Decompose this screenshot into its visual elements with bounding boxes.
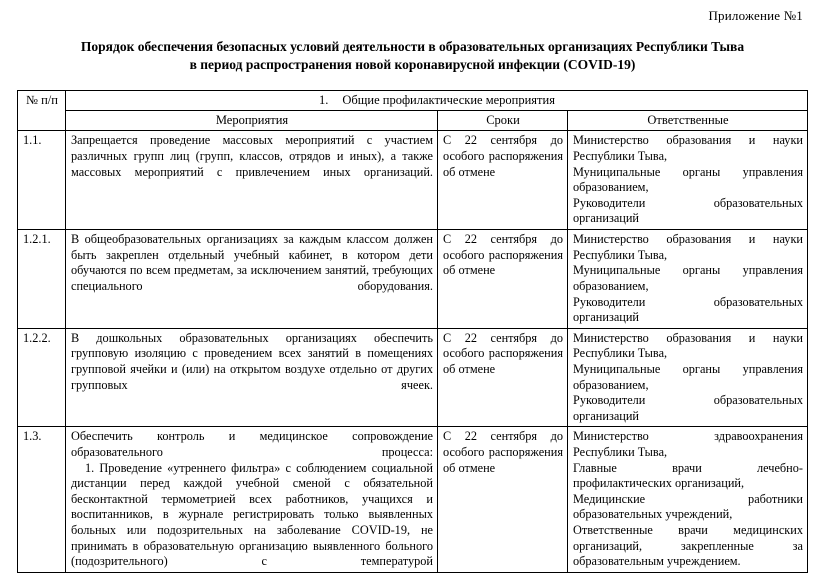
row-terms-line: особого распоряжения <box>443 149 563 164</box>
row-measure: В общеобразовательных организациях за каждым классом должен быть закреплен отдельный учебный кабинет, в котором дети обучаются по всем предметам, за исключением занятий, требующих специального оборудования. <box>66 230 438 329</box>
row-responsible-line: Министерство образования и науки <box>573 133 803 148</box>
row-terms-line: особого распоряжения <box>443 445 563 460</box>
row-responsible-line: Республики Тыва, <box>573 346 668 361</box>
section-number: 1. <box>319 93 329 108</box>
header-cell-measures: Мероприятия <box>66 111 438 131</box>
row-responsible-line: Ответственные врачи медицинских <box>573 523 803 538</box>
row-responsible <box>568 131 808 230</box>
row-responsible-line: Медицинские работники <box>573 491 803 506</box>
row-number: 1.1. <box>18 131 66 230</box>
row-terms-line: С 22 сентября до <box>443 429 563 444</box>
document-title-line-1: Порядок обеспечения безопасных условий деятельности в образовательных организациях Республики Тыва <box>80 39 745 54</box>
row-terms-line: С 22 сентября до <box>443 133 563 148</box>
row-responsible-line: организаций <box>573 408 640 423</box>
row-responsible-line: Республики Тыва, <box>573 247 668 262</box>
measures-table <box>17 90 808 572</box>
row-responsible-line: Министерство образования и науки <box>573 330 803 345</box>
row-terms <box>438 230 568 329</box>
row-terms-line: об отмене <box>443 164 496 179</box>
row-responsible-line: Руководители образовательных <box>573 393 803 408</box>
row-responsible-line: образованием, <box>573 377 649 392</box>
row-terms-line: С 22 сентября до <box>443 232 563 247</box>
section-label: Общие профилактические мероприятия <box>342 93 555 108</box>
row-responsible-line: образовательным учреждением. <box>573 554 741 569</box>
row-responsible-line: организаций <box>573 310 640 325</box>
row-responsible-line: образованием, <box>573 180 649 195</box>
row-responsible-line: профилактических организаций, <box>573 476 745 491</box>
header-cell-terms: Сроки <box>438 111 568 131</box>
row-responsible <box>568 328 808 427</box>
table-subheader-row <box>18 111 808 131</box>
appendix-label: Приложение №1 <box>708 8 803 23</box>
row-measure-body: 1. Проведение «утреннего фильтра» с соблюдением социальной дистанции перед каждой учебной сменой с обязательной бесконтактной термометрией всех работников, учащихся и воспитанников, в журнале регистрировать только выявленных больных или подозрительных на заболевание COVID-19, не принимать в образовательную организацию выявленного больного (подозрительного) с температурой <box>71 460 433 569</box>
table-row <box>18 131 808 230</box>
row-responsible-line: Руководители образовательных <box>573 195 803 210</box>
row-number: 1.2.1. <box>18 230 66 329</box>
header-cell-num: № п/п <box>18 91 66 131</box>
row-measure: Запрещается проведение массовых мероприятий с участием различных групп лиц (групп, классов, отрядов и иных), а также массовых мероприятий с привлечением иных организаций. <box>66 131 438 230</box>
row-terms-line: об отмене <box>443 361 496 376</box>
row-measure <box>66 427 438 572</box>
table-row <box>18 427 808 572</box>
row-responsible-line: Руководители образовательных <box>573 294 803 309</box>
row-terms <box>438 427 568 572</box>
row-terms <box>438 328 568 427</box>
row-number: 1.2.2. <box>18 328 66 427</box>
row-terms-line: об отмене <box>443 263 496 278</box>
row-responsible-line: Муниципальные органы управления <box>573 361 803 376</box>
table-row <box>18 230 808 329</box>
row-terms-line: особого распоряжения <box>443 346 563 361</box>
row-responsible-line: организаций, закрепленные за <box>573 538 803 553</box>
row-responsible-line: Министерство здравоохранения <box>573 429 803 444</box>
row-terms-line: С 22 сентября до <box>443 330 563 345</box>
table-row <box>18 328 808 427</box>
row-responsible <box>568 427 808 572</box>
row-responsible <box>568 230 808 329</box>
row-measure-head: Обеспечить контроль и медицинское сопровождение образовательного процесса: <box>71 429 433 460</box>
section-header-cell <box>66 91 808 111</box>
row-responsible-line: Главные врачи лечебно- <box>573 460 803 475</box>
row-number: 1.3. <box>18 427 66 572</box>
row-measure: В дошкольных образовательных организациях обеспечить групповую изоляцию с проведением всех занятий в помещениях групповой ячейки и (или) на открытом воздухе отдельно от других групповых ячеек. <box>66 328 438 427</box>
header-cell-responsible: Ответственные <box>568 111 808 131</box>
row-responsible-line: Республики Тыва, <box>573 149 668 164</box>
row-responsible-line: организаций <box>573 211 640 226</box>
row-responsible-line: Муниципальные органы управления <box>573 164 803 179</box>
document-title <box>30 38 795 74</box>
row-responsible-line: Министерство образования и науки <box>573 232 803 247</box>
row-responsible-line: образовательных учреждений, <box>573 507 733 522</box>
row-terms-line: особого распоряжения <box>443 247 563 262</box>
row-responsible-line: образованием, <box>573 278 649 293</box>
table-header-row <box>18 91 808 111</box>
document-title-line-2: в период распространения новой коронавирусной инфекции (COVID-19) <box>189 57 636 73</box>
row-responsible-line: Республики Тыва, <box>573 445 668 460</box>
row-responsible-line: Муниципальные органы управления <box>573 263 803 278</box>
row-terms-line: об отмене <box>443 460 496 475</box>
row-terms <box>438 131 568 230</box>
